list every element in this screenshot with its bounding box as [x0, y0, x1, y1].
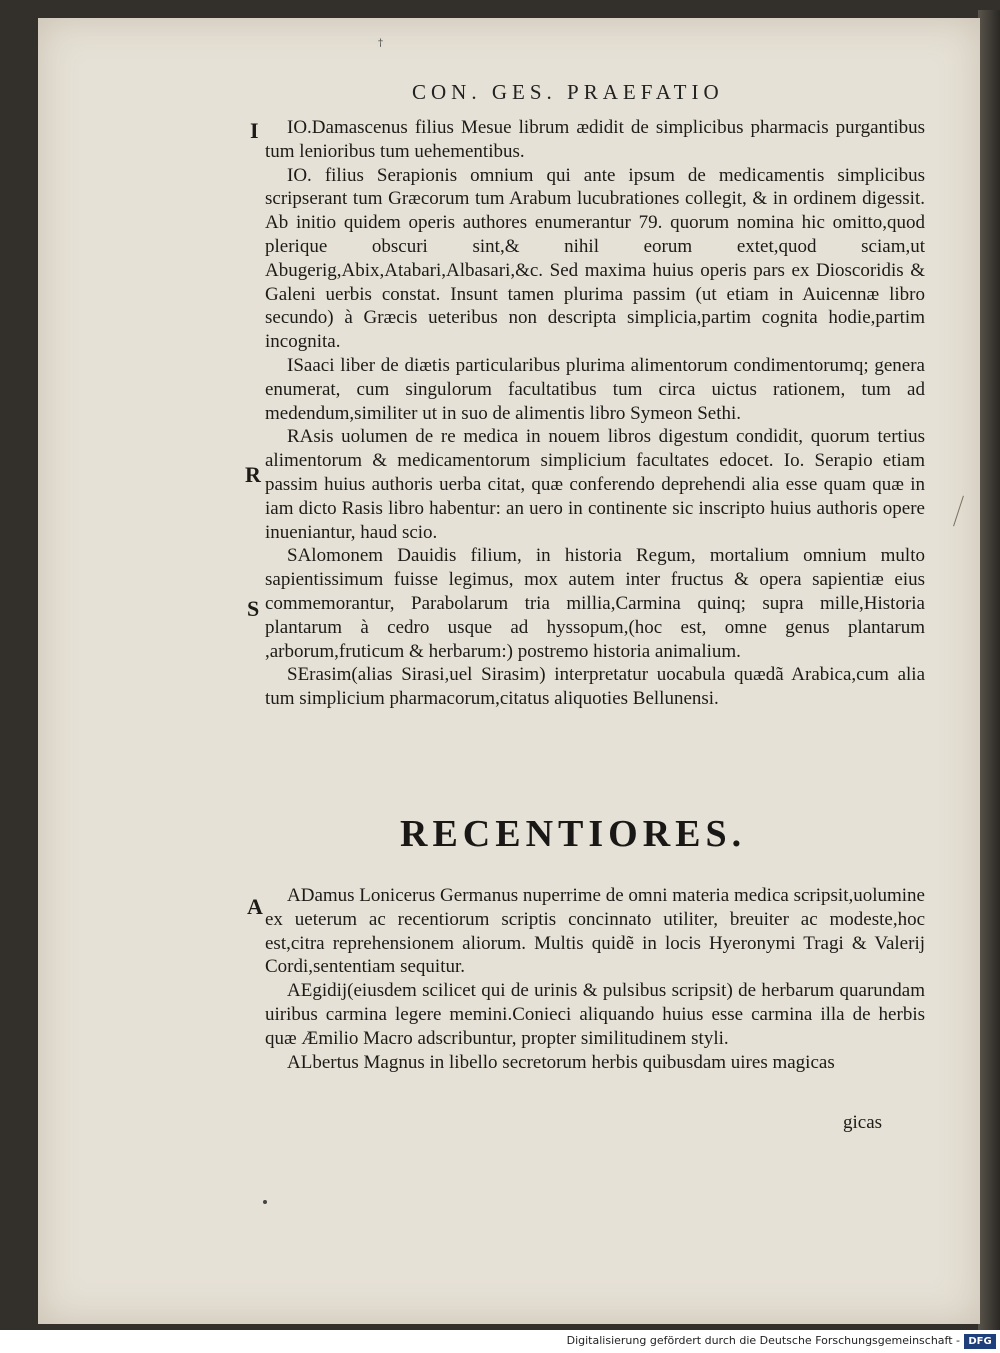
catchword: gicas: [843, 1112, 883, 1133]
paragraph-lonicerus: ADamus Lonicerus Germanus nuperrime de omni materia medica scripsit,uolumine ex ueterum ac recentiorum scriptis concinnato utiliter, breuiter ac modeste,hoc est,citra reprehensionem aliorum. Multis quidẽ in locis Hyeronymi Tragi & Valerij Cordi,sententiam sequitur.: [265, 885, 925, 978]
margin-letter-i: I: [250, 118, 259, 143]
paragraph-salomon: SAlomonem Dauidis filium, in historia Regum, mortalium omnium multo sapientissimum fuisse legimus, mox autem inter fructus & opera sapientiæ eius commemorantur, Parabolarum tria millia,Carmina quinq; supra mille,Historia plantarum à cedro usque ad hyssopum,(hoc est, omne genus plantarum ,arborum,fruticum & herbarum:) postremo historia animalium.: [265, 545, 925, 662]
text-block-recentiores: [265, 884, 925, 1074]
footer-credit: Digitalisierung gefördert durch die Deutsche Forschungsgemeinschaft -: [566, 1334, 960, 1347]
text-block-antiqui: [265, 116, 925, 711]
paragraph-albertus: ALbertus Magnus in libello secretorum herbis quibusdam uires magicas: [287, 1051, 835, 1073]
paragraph-damascenus: IO.Damascenus filius Mesue librum ædidit de simplicibus pharmacis purgantibus tum lenioribus tum uehementibus.: [265, 117, 925, 162]
top-mark: †: [378, 38, 383, 49]
paragraph-serapio: IO. filius Serapionis omnium qui ante ipsum de medicamentis simplicibus scripserant tum Græcorum tum Arabum lucubrationes collegit, & in ordinem digessit. Ab initio quidem operis authores enumerantur 79. quorum nomina hic omitto,quod plerique obscuri sint,& nihil eorum extet,quod sciam,ut Abugerig,Abix,Atabari,Albasari,&c. Sed maxima huius operis pars ex Dioscoridis & Galeni uerbis constat. Insunt tamen plurima passim (ut etiam in Auicennæ libro secundo) à Græcis ueteribus non descripta simplicia,partim cognita hodie,partim incognita.: [265, 164, 925, 353]
paragraph-aegidius: AEgidij(eiusdem scilicet qui de urinis & pulsibus scripsit) de herbarum quarundam uiribus carmina legere memini.Conieci aliquando huius esse carmina illa de herbis quæ Æmilio Macro adscribuntur, propter similitudinem styli.: [265, 980, 925, 1049]
dfg-logo-icon[interactable]: DFG: [964, 1334, 996, 1349]
section-heading: RECENTIORES.: [400, 813, 747, 855]
paragraph-rasis: RAsis uolumen de re medica in nouem libros digestum condidit, quorum tertius alimentorum & medicamentorum simplicium facultates edocet. Io. Serapio etiam passim huius authoris uerba citat, quæ conferendo deprehendi alia esse quam quæ in iam dicto Rasis libro habentur: an uero in continente sic inscripto huius authoris opere inueniantur, haud scio.: [265, 426, 925, 543]
margin-letter-a: A: [247, 894, 263, 919]
paragraph-isaac: ISaaci liber de diætis particularibus plurima alimentorum condimentorumq; genera enumerat, cum singulorum facultatibus tum circa uictus rationem, tum ad medendum,similiter ut in suo de alimentis libro Symeon Sethi.: [265, 354, 925, 424]
ink-dot: [263, 1200, 267, 1204]
running-head: CON. GES. PRAEFATIO: [412, 80, 724, 104]
book-edge: [978, 10, 1000, 1330]
margin-letter-s: S: [247, 596, 260, 621]
paragraph-serasim: SErasim(alias Sirasi,uel Sirasim) interpretatur uocabula quædã Arabica,cum alia tum simplicium pharmacorum,citatus aliquoties Bellunensi.: [265, 664, 925, 710]
margin-letter-r: R: [245, 462, 261, 487]
footer-bar: [0, 1330, 1000, 1353]
